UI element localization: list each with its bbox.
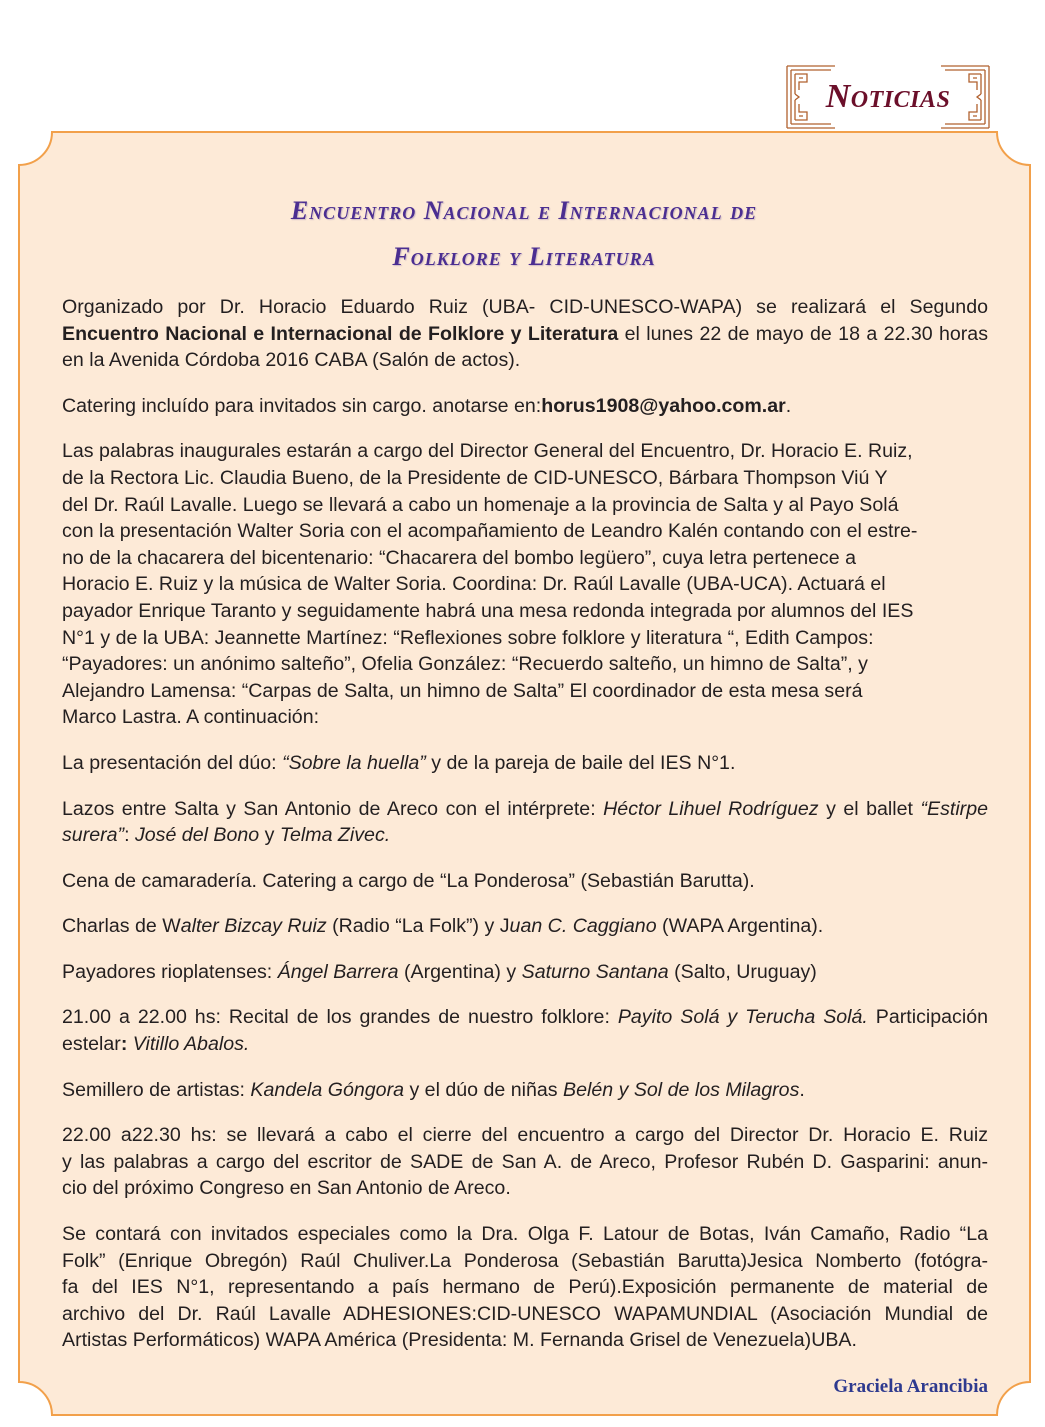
program-line: payador Enrique Taranto y seguidamente habrá una mesa redonda integrada por alumnos del IES <box>62 599 914 622</box>
invitados-line: fa del IES N°1, representando a país hermano de Perú).Exposición permanente de material de <box>62 1276 988 1299</box>
text-run: (WAPA Argentina). <box>656 915 824 938</box>
text-run: Catering incluído para invitados sin cargo. anotarse en: <box>62 394 542 417</box>
paragraph-cierre <box>62 1122 988 1202</box>
contact-email[interactable]: horus1908@yahoo.com.ar <box>541 394 786 417</box>
text-run: Payadores rioplatenses: <box>62 960 278 983</box>
text-run: Semillero de artistas: <box>62 1078 251 1101</box>
cierre-line: cio del próximo Congreso en San Antonio de Areco. <box>62 1177 511 1200</box>
program-line: Las palabras inaugurales estarán a cargo del Director General del Encuentro, Dr. Horacio E. Ruiz, <box>62 440 913 463</box>
article-title-line-1: Encuentro Nacional e Internacional de <box>290 196 758 225</box>
paragraph-cena: Cena de camaradería. Catering a cargo de “La Ponderosa” (Sebastián Barutta). <box>62 869 755 892</box>
invitados-line: archivo del Dr. Raúl Lavalle ADHESIONES:CID-UNESCO WAPAMUNDIAL (Asociación Mundial de <box>62 1302 988 1325</box>
paragraph-charlas <box>62 913 988 940</box>
program-line: N°1 y de la UBA: Jeannette Martínez: “Reflexiones sobre folklore y literatura “, Edith Campos: <box>62 626 874 649</box>
program-line: del Dr. Raúl Lavalle. Luego se llevará a cabo un homenaje a la provincia de Salta y al Payo Solá <box>62 493 899 516</box>
program-line: “Payadores: un anónimo salteño”, Ofelia González: “Recuerdo salteño, un himno de Salta”, y <box>62 653 868 676</box>
section-label: Noticias <box>825 78 951 115</box>
bold-run: : <box>120 1033 128 1056</box>
paragraph-duo <box>62 750 988 777</box>
italic-run: Ángel Barrera <box>277 960 399 983</box>
program-line: con la presentación Walter Soria con el acompañamiento de Leandro Kalén contando con el estre- <box>62 520 918 543</box>
paragraph-lazos <box>62 796 988 849</box>
text-run: Participación estelar <box>62 1006 988 1056</box>
event-name-bold: Encuentro Nacional e Internacional de Folklore y Literatura <box>62 322 619 345</box>
paragraph-intro <box>62 294 988 374</box>
text-run: y el ballet <box>818 797 921 820</box>
paragraph-semillero <box>62 1077 988 1104</box>
text-run: 21.00 a 22.00 hs: Recital de los grandes de nuestro folklore: <box>62 1006 618 1029</box>
section-label-frame <box>785 64 991 130</box>
text-run: y el dúo de niñas <box>404 1078 564 1101</box>
text-run: Lazos entre Salta y San Antonio de Areco con el intérprete: <box>62 797 604 820</box>
text-run: y <box>259 824 280 847</box>
author-signature: Graciela Arancibia <box>833 1376 988 1397</box>
paragraph-program <box>62 438 988 731</box>
text-run: Charlas de W <box>62 915 181 938</box>
text-run: La presentación del dúo: <box>62 751 283 774</box>
text-run: (Radio “La Folk”) y J <box>326 915 510 938</box>
invitados-line: Artistas Performáticos) WAPA América (Presidenta: M. Fernanda Grisel de Venezuela)UBA. <box>62 1329 857 1352</box>
italic-run: José del Bono <box>134 824 260 847</box>
text-run: : <box>124 824 135 847</box>
text-run: . <box>785 394 792 417</box>
italic-run: Belén y Sol de los Milagros <box>563 1078 800 1101</box>
text-run: (Salto, Uruguay) <box>668 960 817 983</box>
invitados-line: Folk” (Enrique Obregón) Raúl Chuliver.La Ponderosa (Sebastián Barutta)Jesica Nomberto (fotógra- <box>62 1249 988 1272</box>
paragraph-catering <box>62 393 988 420</box>
cierre-line: y las palabras a cargo del escritor de SADE de San A. de Areco, Profesor Rubén D. Gasparini: anun- <box>62 1150 988 1173</box>
italic-run: Payito Solá y Terucha Solá. <box>617 1006 868 1029</box>
invitados-line: Se contará con invitados especiales como la Dra. Olga F. Latour de Botas, Iván Camaño, Radio “La <box>62 1223 988 1246</box>
text-run: (Argentina) y <box>398 960 522 983</box>
paragraph-recital <box>62 1004 988 1057</box>
text-run: Organizado por Dr. Horacio Eduardo Ruiz (UBA- CID-UNESCO-WAPA) se realizará el Segundo <box>62 296 988 318</box>
text-run: el lunes 22 de mayo de 18 a 22.30 horas en la Avenida Córdoba 2016 CABA (Salón de actos). <box>62 322 988 372</box>
italic-run: Saturno Santana <box>521 960 669 983</box>
program-line: Marco Lastra. A continuación: <box>62 706 320 729</box>
program-line: no de la chacarera del bicentenario: “Chacarera del bombo legüero”, cuya letra pertenece a <box>62 546 857 569</box>
italic-run: Kandela Góngora <box>250 1078 404 1101</box>
program-line: Alejandro Lamensa: “Carpas de Salta, un himno de Salta” El coordinador de esta mesa será <box>62 679 863 702</box>
program-details <box>62 750 988 1354</box>
text-run: y de la pareja de baile del IES N°1. <box>425 751 736 774</box>
italic-run: “Sobre la huella” <box>282 751 426 774</box>
article-title-line-2: Folklore y Literatura <box>392 242 656 271</box>
italic-run: Vitillo Abalos. <box>127 1033 250 1056</box>
italic-run: “Estirpe surera” <box>62 797 988 847</box>
program-line: Horacio E. Ruiz y la música de Walter Soria. Coordina: Dr. Raúl Lavalle (UBA-UCA). Actuará el <box>62 573 886 596</box>
cierre-line: 22.00 a22.30 hs: se llevará a cabo el cierre del encuentro a cargo del Director Dr. Horacio E. Ruiz <box>62 1124 988 1147</box>
program-line: de la Rectora Lic. Claudia Bueno, de la Presidente de CID-UNESCO, Bárbara Thompson Viú Y <box>62 466 888 489</box>
italic-run: Héctor Lihuel Rodríguez <box>603 797 819 820</box>
paragraph-payadores <box>62 959 988 986</box>
italic-run: uan C. Caggiano <box>509 915 657 938</box>
italic-run: alter Bizcay Ruiz <box>180 915 327 938</box>
article-body <box>62 294 988 1354</box>
paragraph-invitados <box>62 1221 988 1354</box>
text-run: . <box>799 1078 805 1101</box>
italic-run: Telma Zivec. <box>279 824 391 847</box>
